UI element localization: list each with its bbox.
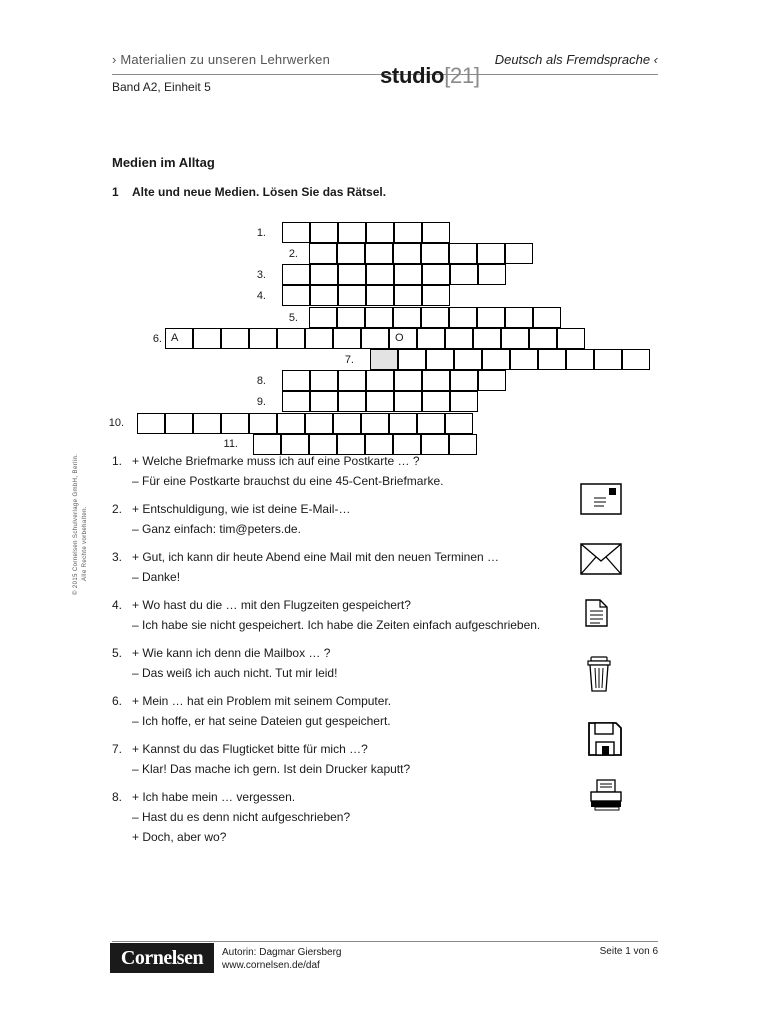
- document-icon: [584, 599, 610, 632]
- crossword-cell[interactable]: O: [389, 328, 417, 349]
- dialogue-item: [112, 646, 337, 680]
- dialogue-answer: – Ich habe sie nicht gespeichert. Ich habe die Zeiten einfach aufgeschrieben.: [132, 618, 541, 632]
- crossword-cell[interactable]: [478, 370, 506, 391]
- crossword-cell[interactable]: [366, 285, 394, 306]
- dialogue-item: [112, 790, 350, 844]
- envelope-icon: [580, 543, 622, 580]
- dialogue-item: [112, 598, 540, 632]
- dialogue-question: + Entschuldigung, wie ist deine E-Mail-…: [132, 502, 351, 516]
- crossword-cell[interactable]: [510, 349, 538, 370]
- dialogue-question: + Wie kann ich denn die Mailbox … ?: [132, 646, 331, 660]
- dialogue-number: 3.: [112, 550, 123, 564]
- crossword-cell[interactable]: [361, 413, 389, 434]
- crossword-cell[interactable]: [309, 243, 337, 264]
- crossword-cell[interactable]: [394, 285, 422, 306]
- crossword-cell[interactable]: [393, 434, 421, 455]
- crossword-cell[interactable]: [505, 307, 533, 328]
- crossword-cell[interactable]: [449, 243, 477, 264]
- dialogue-question: + Wo hast du die … mit den Flugzeiten gespeichert?: [132, 598, 411, 612]
- crossword-cell[interactable]: [249, 328, 277, 349]
- crossword-cell[interactable]: [277, 413, 305, 434]
- page-title: Medien im Alltag: [112, 155, 215, 170]
- crossword-row-label: 5.: [288, 312, 298, 324]
- crossword-cell[interactable]: [417, 328, 445, 349]
- crossword-cell[interactable]: [338, 264, 366, 285]
- crossword-cell[interactable]: [426, 349, 454, 370]
- crossword-cell[interactable]: [310, 222, 338, 243]
- dialogue-number: 1.: [112, 454, 123, 468]
- crossword-cell[interactable]: [282, 391, 310, 412]
- dialogue-number: 7.: [112, 742, 123, 756]
- crossword-cell[interactable]: [366, 222, 394, 243]
- dialogue-number: 8.: [112, 790, 123, 804]
- footer-rule: [112, 941, 658, 942]
- crossword-cell[interactable]: [450, 264, 478, 285]
- crossword-cell[interactable]: [394, 391, 422, 412]
- crossword-cell[interactable]: [366, 264, 394, 285]
- dialogue-question: + Ich habe mein … vergessen.: [132, 790, 296, 804]
- crossword-cell[interactable]: [338, 285, 366, 306]
- crossword-cell[interactable]: [566, 349, 594, 370]
- crossword-cell[interactable]: [165, 413, 193, 434]
- crossword-cell[interactable]: [366, 370, 394, 391]
- crossword-cell[interactable]: [394, 264, 422, 285]
- crossword-cell[interactable]: [449, 434, 477, 455]
- crossword-cell[interactable]: A: [165, 328, 193, 349]
- crossword-cell[interactable]: [333, 328, 361, 349]
- crossword-cell[interactable]: [282, 285, 310, 306]
- crossword-row-label: 8.: [256, 375, 266, 387]
- crossword-cell[interactable]: [137, 413, 165, 434]
- dialogue-item: [112, 502, 350, 536]
- page-number: Seite 1 von 6: [599, 946, 658, 957]
- crossword-cell[interactable]: [473, 328, 501, 349]
- crossword-cell[interactable]: [421, 243, 449, 264]
- crossword-cell[interactable]: [422, 285, 450, 306]
- crossword-cell[interactable]: [282, 370, 310, 391]
- crossword-cell[interactable]: [445, 328, 473, 349]
- dialogue-number: 6.: [112, 694, 123, 708]
- crossword-cell[interactable]: [501, 328, 529, 349]
- crossword-cell[interactable]: [417, 413, 445, 434]
- dialogue-number: 5.: [112, 646, 123, 660]
- crossword-cell[interactable]: [529, 328, 557, 349]
- crossword-cell[interactable]: [193, 413, 221, 434]
- crossword-cell[interactable]: [281, 434, 309, 455]
- studio-logo: studio[21]: [380, 63, 480, 88]
- crossword-cell[interactable]: [253, 434, 281, 455]
- crossword-cell[interactable]: [394, 370, 422, 391]
- crossword-cell[interactable]: [594, 349, 622, 370]
- crossword-cell[interactable]: [249, 413, 277, 434]
- printer-icon: [589, 779, 625, 816]
- crossword-cell[interactable]: [389, 413, 417, 434]
- crossword-cell[interactable]: [538, 349, 566, 370]
- crossword-solution-cell[interactable]: [370, 349, 398, 370]
- unit-label: Band A2, Einheit 5: [112, 80, 211, 94]
- crossword-cell[interactable]: [365, 307, 393, 328]
- postcard-icon: [580, 483, 622, 520]
- dialogue-answer: – Für eine Postkarte brauchst du eine 45-Cent-Briefmarke.: [132, 474, 444, 488]
- dialogue-question: + Mein … hat ein Problem mit seinem Computer.: [132, 694, 392, 708]
- crossword-cell[interactable]: [557, 328, 585, 349]
- crossword-cell[interactable]: [305, 328, 333, 349]
- crossword-cell[interactable]: [282, 222, 310, 243]
- crossword-cell[interactable]: [421, 307, 449, 328]
- crossword-cell[interactable]: [310, 264, 338, 285]
- crossword-row-label: 1.: [256, 227, 266, 239]
- crossword-cell[interactable]: [393, 243, 421, 264]
- crossword-cell[interactable]: [482, 349, 510, 370]
- crossword-cell[interactable]: [338, 391, 366, 412]
- crossword-cell[interactable]: [282, 264, 310, 285]
- crossword-cell[interactable]: [421, 434, 449, 455]
- crossword-row-label: 6.: [152, 333, 162, 345]
- crossword-cell[interactable]: [450, 370, 478, 391]
- dialogue-number: 4.: [112, 598, 123, 612]
- crossword-cell[interactable]: [365, 434, 393, 455]
- dialogue-question: + Gut, ich kann dir heute Abend eine Mail mit den neuen Terminen …: [132, 550, 500, 564]
- dialogue-question: + Kannst du das Flugticket bitte für mich …?: [132, 742, 368, 756]
- crossword-cell[interactable]: [365, 243, 393, 264]
- dialogue-answer: – Hast du es denn nicht aufgeschrieben?: [132, 810, 351, 824]
- crossword-cell[interactable]: [310, 391, 338, 412]
- footer-author: Autorin: Dagmar Giersberg www.cornelsen.de/daf: [222, 947, 342, 971]
- dialogue-item: [112, 454, 443, 488]
- trash-icon: [587, 656, 611, 697]
- crossword-row-label: 3.: [256, 269, 266, 281]
- crossword-cell[interactable]: [477, 243, 505, 264]
- crossword-cell[interactable]: [533, 307, 561, 328]
- crossword-cell[interactable]: [310, 370, 338, 391]
- crossword-row-label: 7.: [344, 354, 354, 366]
- task-heading: 1 Alte und neue Medien. Lösen Sie das Rätsel.: [112, 185, 387, 199]
- dialogue-item: [112, 550, 499, 584]
- dialogue-reply: + Doch, aber wo?: [132, 830, 227, 844]
- crossword-cell[interactable]: [398, 349, 426, 370]
- crossword-cell[interactable]: [422, 222, 450, 243]
- dialogue-answer: – Klar! Das mache ich gern. Ist dein Drucker kaputt?: [132, 762, 411, 776]
- crossword-row-label: 2.: [288, 248, 298, 260]
- crossword-cell[interactable]: [221, 328, 249, 349]
- crossword-cell[interactable]: [361, 328, 389, 349]
- crossword-cell[interactable]: [333, 413, 361, 434]
- crossword-cell[interactable]: [309, 434, 337, 455]
- floppy-disk-icon: [588, 722, 622, 761]
- dialogue-question: + Welche Briefmarke muss ich auf eine Postkarte … ?: [132, 454, 420, 468]
- crossword-cell[interactable]: [422, 391, 450, 412]
- crossword-cell[interactable]: [454, 349, 482, 370]
- crossword-cell[interactable]: [193, 328, 221, 349]
- crossword-row-label: 4.: [256, 290, 266, 302]
- crossword-cell[interactable]: [337, 243, 365, 264]
- crossword-cell[interactable]: [338, 222, 366, 243]
- series-title: › Materialien zu unseren Lehrwerken: [112, 52, 330, 67]
- crossword-cell[interactable]: [221, 413, 249, 434]
- crossword-cell[interactable]: [310, 285, 338, 306]
- crossword-cell[interactable]: [338, 370, 366, 391]
- crossword-row-label: 10.: [108, 417, 124, 429]
- crossword-row-label: 9.: [256, 396, 266, 408]
- crossword-row-label: 11.: [223, 438, 238, 450]
- crossword-cell[interactable]: [622, 349, 650, 370]
- crossword-cell[interactable]: [305, 413, 333, 434]
- crossword-cell[interactable]: [309, 307, 337, 328]
- crossword-cell[interactable]: [337, 307, 365, 328]
- cornelsen-logo: Cornelsen: [110, 943, 214, 973]
- crossword-cell[interactable]: [505, 243, 533, 264]
- crossword-cell[interactable]: [277, 328, 305, 349]
- dialogue-answer: – Ich hoffe, er hat seine Dateien gut gespeichert.: [132, 714, 391, 728]
- crossword-cell[interactable]: [393, 307, 421, 328]
- crossword-cell[interactable]: [478, 264, 506, 285]
- dialogue-item: [112, 694, 391, 728]
- crossword-cell[interactable]: [422, 370, 450, 391]
- dialogue-number: 2.: [112, 502, 123, 516]
- crossword-cell[interactable]: [449, 307, 477, 328]
- crossword-cell[interactable]: [477, 307, 505, 328]
- crossword-cell[interactable]: [445, 413, 473, 434]
- dialogue-answer: – Das weiß ich auch nicht. Tut mir leid!: [132, 666, 338, 680]
- crossword-cell[interactable]: [366, 391, 394, 412]
- dialogue-answer: – Ganz einfach: tim@peters.de.: [132, 522, 301, 536]
- crossword-cell[interactable]: [394, 222, 422, 243]
- subject-title: Deutsch als Fremdsprache ‹: [494, 52, 658, 67]
- crossword-cell[interactable]: [450, 391, 478, 412]
- crossword-cell[interactable]: [337, 434, 365, 455]
- dialogue-item: [112, 742, 410, 776]
- dialogue-answer: – Danke!: [132, 570, 181, 584]
- crossword-cell[interactable]: [422, 264, 450, 285]
